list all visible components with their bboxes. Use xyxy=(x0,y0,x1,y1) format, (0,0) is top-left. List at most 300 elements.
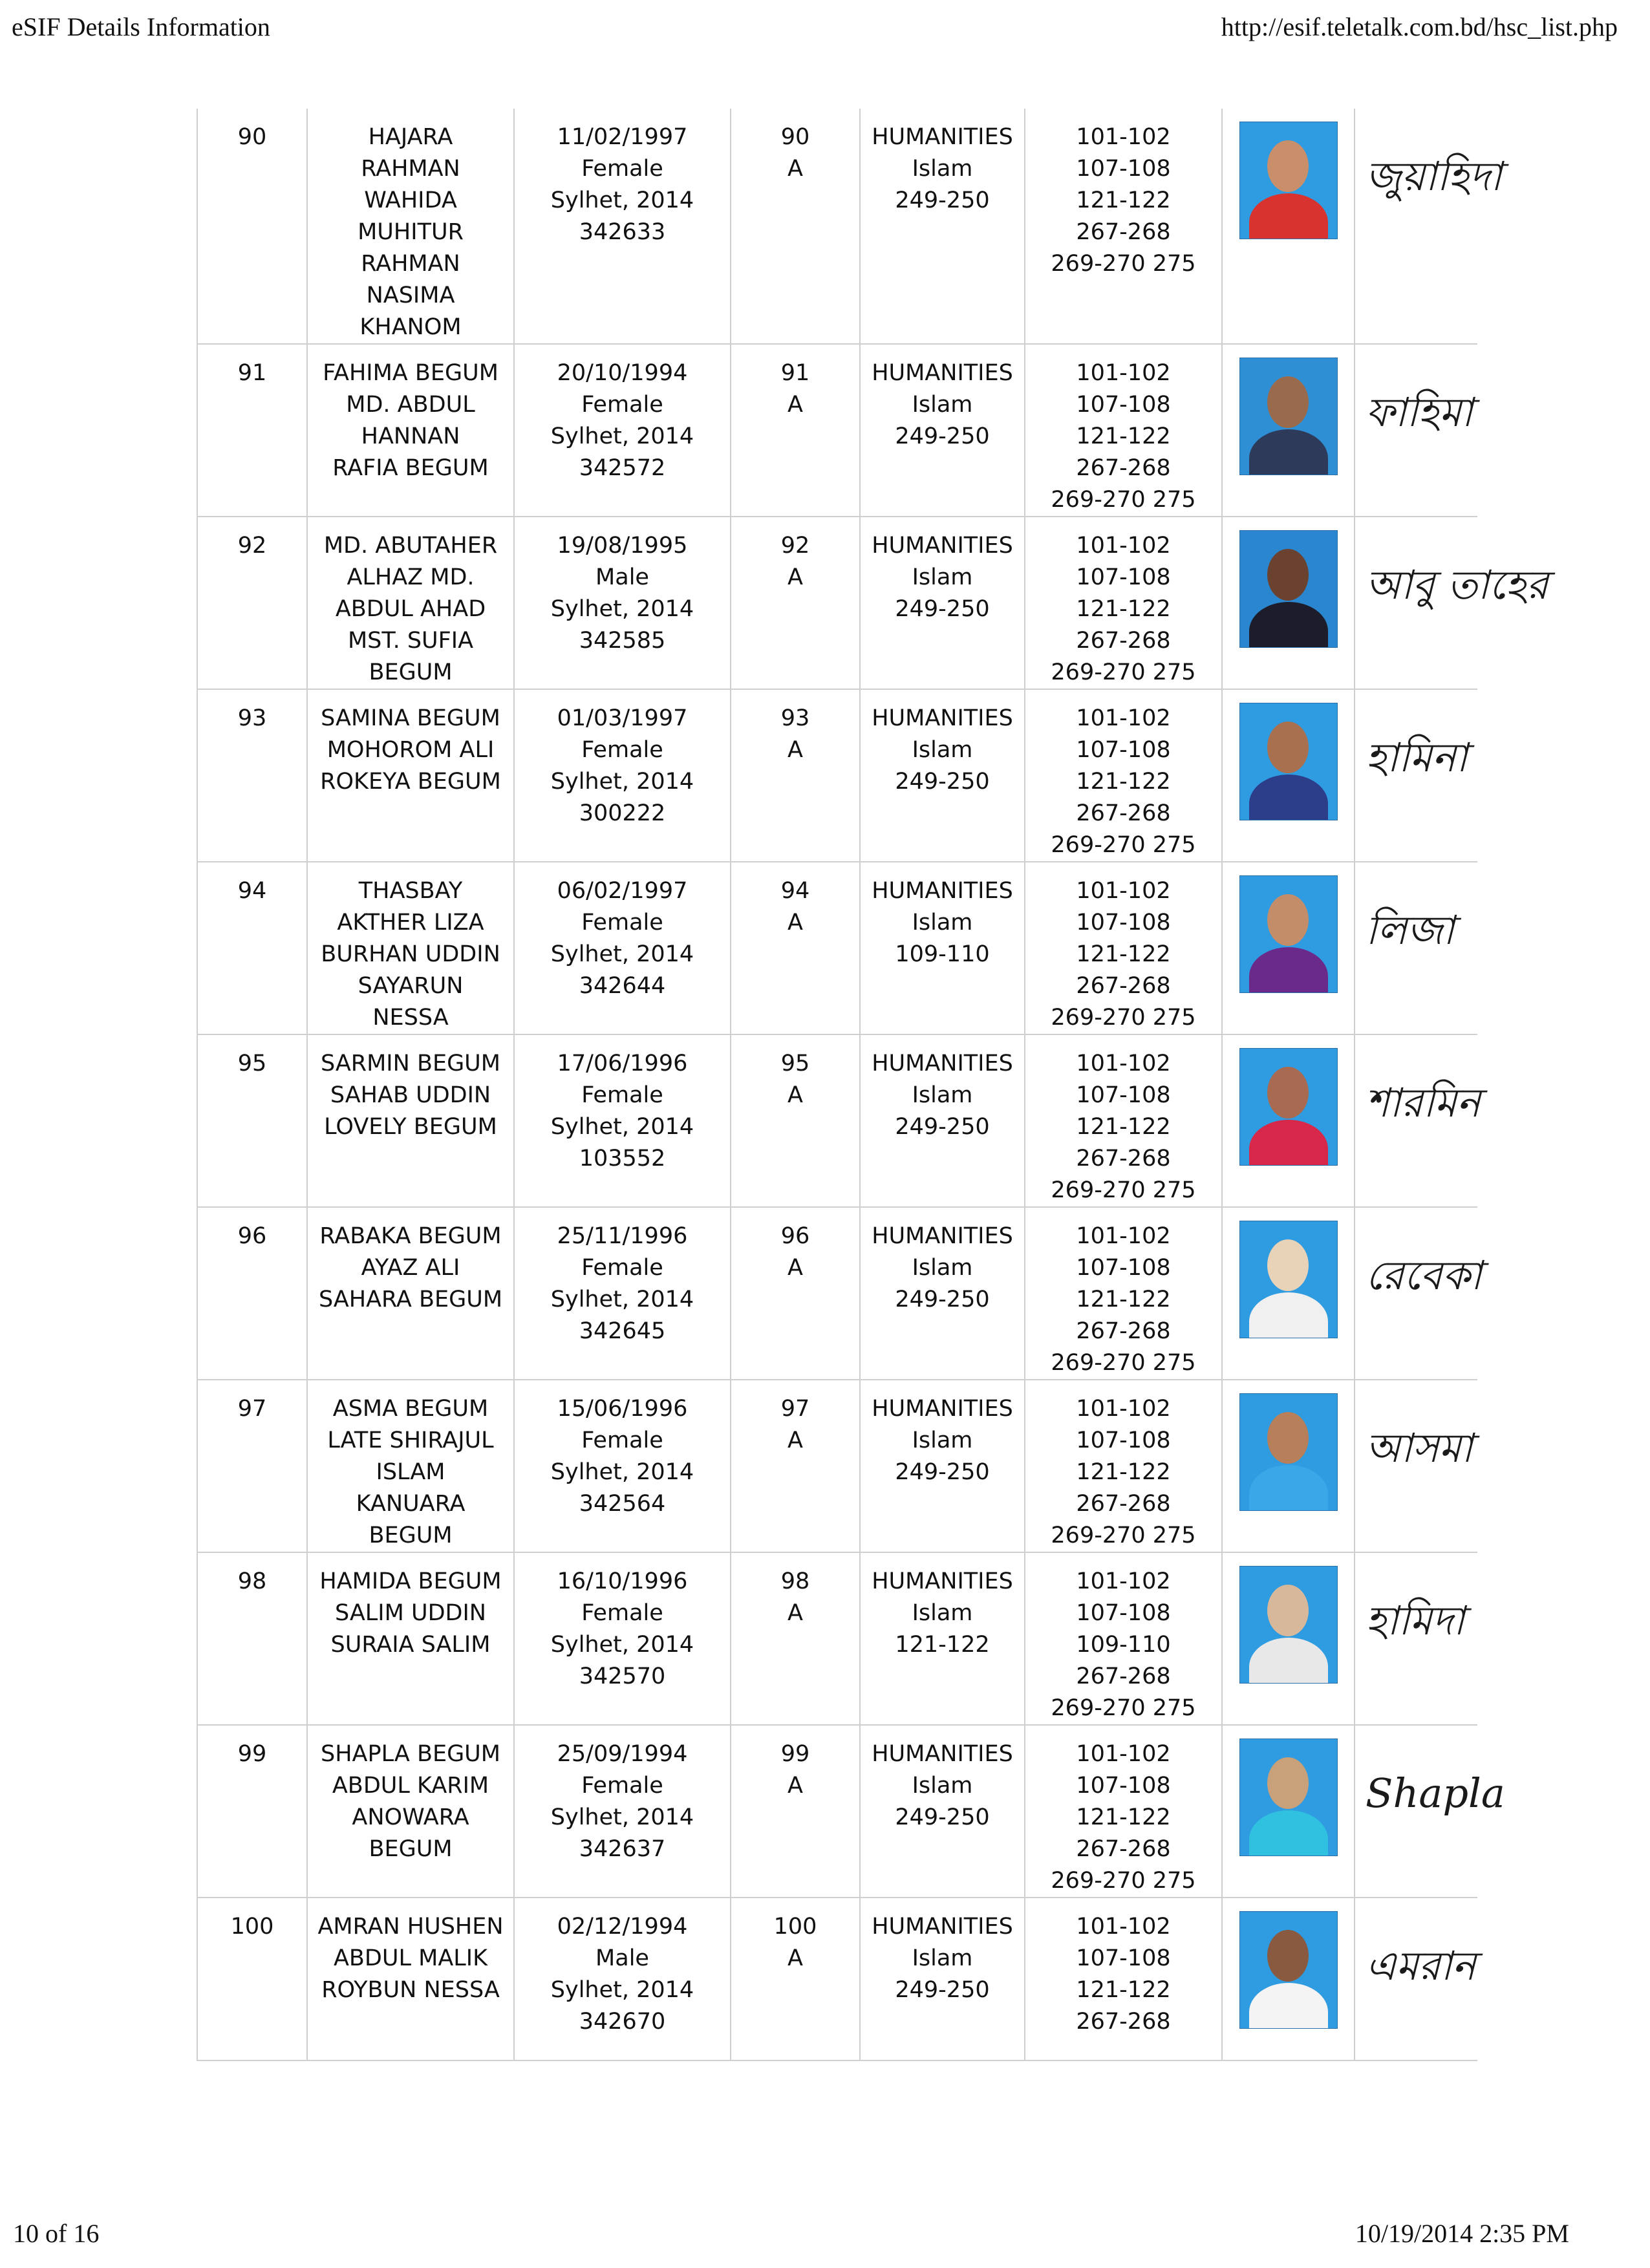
subjects-cell-line: 269-270 275 xyxy=(1051,832,1196,858)
roll-cell xyxy=(731,862,860,1034)
serial-number: 95 xyxy=(237,1051,267,1076)
serial-number: 90 xyxy=(237,124,267,150)
names-cell-line: NASIMA xyxy=(366,283,455,308)
table-row xyxy=(197,1034,1477,1207)
names-cell-line: MD. ABUTAHER xyxy=(323,533,498,559)
roll-cell-line: 100 xyxy=(773,1914,817,1940)
names-cell-line: HAMIDA BEGUM xyxy=(319,1568,502,1594)
serial-cell xyxy=(197,689,307,862)
table-row xyxy=(197,109,1477,344)
subjects-cell-line: 267-268 xyxy=(1076,800,1171,826)
names-cell-line: AYAZ ALI xyxy=(361,1255,460,1281)
names-cell-line: MUHITUR xyxy=(358,219,464,245)
subjects-cell xyxy=(1025,344,1222,517)
names-cell-line: FAHIMA BEGUM xyxy=(323,360,498,386)
group-cell xyxy=(860,862,1025,1034)
subjects-cell-line: 101-102 xyxy=(1076,705,1171,731)
group-cell xyxy=(860,517,1025,689)
roll-cell xyxy=(731,1552,860,1725)
details-cell xyxy=(514,1380,731,1552)
roll-cell xyxy=(731,1725,860,1898)
names-cell-line: RAFIA BEGUM xyxy=(332,455,489,481)
serial-cell xyxy=(197,344,307,517)
details-cell-line: 300222 xyxy=(579,800,666,826)
group-cell-line: Islam xyxy=(912,1255,973,1281)
photo-cell xyxy=(1222,1380,1355,1552)
subjects-cell-line: 107-108 xyxy=(1076,910,1171,936)
names-cell-line: SAYARUN xyxy=(358,973,464,999)
details-cell-line: Male xyxy=(595,564,649,590)
subjects-cell-line: 101-102 xyxy=(1076,360,1171,386)
signature: শারমিন xyxy=(1366,1079,1481,1126)
subjects-cell-line: 267-268 xyxy=(1076,1836,1171,1862)
table-row xyxy=(197,689,1477,862)
details-cell-line: 20/10/1994 xyxy=(557,360,688,386)
subjects-cell-line: 107-108 xyxy=(1076,1428,1171,1453)
names-cell xyxy=(307,862,514,1034)
group-cell-line: HUMANITIES xyxy=(872,1051,1013,1076)
names-cell-line: ALHAZ MD. xyxy=(347,564,475,590)
group-cell-line: HUMANITIES xyxy=(872,878,1013,904)
details-cell-line: Female xyxy=(581,1255,663,1281)
details-cell-line: Female xyxy=(581,1428,663,1453)
names-cell-line: ASMA BEGUM xyxy=(332,1396,489,1422)
subjects-cell-line: 267-268 xyxy=(1076,219,1171,245)
roll-cell-line: 94 xyxy=(780,878,810,904)
signature-cell xyxy=(1355,1380,1477,1552)
student-photo xyxy=(1239,1566,1338,1684)
group-cell-line: Islam xyxy=(912,1945,973,1971)
subjects-cell xyxy=(1025,109,1222,344)
names-cell-line: NESSA xyxy=(372,1005,449,1031)
group-cell xyxy=(860,109,1025,344)
signature-cell xyxy=(1355,689,1477,862)
subjects-cell-line: 121-122 xyxy=(1076,596,1171,622)
group-cell xyxy=(860,1380,1025,1552)
signature: জুয়াহিদা xyxy=(1366,153,1502,200)
roll-cell-line: A xyxy=(788,1600,803,1626)
table-row xyxy=(197,1207,1477,1380)
group-cell-line: 249-250 xyxy=(895,596,990,622)
photo-cell xyxy=(1222,109,1355,344)
roll-cell xyxy=(731,1380,860,1552)
signature-cell xyxy=(1355,1552,1477,1725)
details-cell-line: 11/02/1997 xyxy=(557,124,688,150)
serial-cell xyxy=(197,1552,307,1725)
subjects-cell-line: 101-102 xyxy=(1076,1741,1171,1767)
details-cell-line: 19/08/1995 xyxy=(557,533,688,559)
subjects-cell-line: 101-102 xyxy=(1076,878,1171,904)
signature-cell xyxy=(1355,1898,1477,2060)
group-cell-line: HUMANITIES xyxy=(872,533,1013,559)
details-cell-line: Female xyxy=(581,910,663,936)
details-cell-line: 342564 xyxy=(579,1491,666,1517)
names-cell-line: LOVELY BEGUM xyxy=(324,1114,497,1140)
student-photo xyxy=(1239,1048,1338,1166)
subjects-cell-line: 107-108 xyxy=(1076,392,1171,418)
subjects-cell-line: 121-122 xyxy=(1076,1804,1171,1830)
signature-cell xyxy=(1355,1725,1505,1898)
details-cell-line: 01/03/1997 xyxy=(557,705,688,731)
names-cell-line: BEGUM xyxy=(369,659,453,685)
roll-cell-line: A xyxy=(788,156,803,182)
details-cell xyxy=(514,1898,731,2060)
subjects-cell xyxy=(1025,689,1222,862)
serial-number: 99 xyxy=(237,1741,267,1767)
group-cell-line: HUMANITIES xyxy=(872,1568,1013,1594)
details-cell-line: Female xyxy=(581,156,663,182)
signature-cell xyxy=(1355,344,1477,517)
names-cell xyxy=(307,689,514,862)
names-cell xyxy=(307,1725,514,1898)
subjects-cell-line: 107-108 xyxy=(1076,564,1171,590)
details-cell-line: Sylhet, 2014 xyxy=(550,769,694,795)
subjects-cell-line: 101-102 xyxy=(1076,1223,1171,1249)
subjects-cell xyxy=(1025,1207,1222,1380)
signature: আসমা xyxy=(1366,1424,1473,1471)
names-cell-line: SAHARA BEGUM xyxy=(318,1287,503,1312)
subjects-cell-line: 107-108 xyxy=(1076,1255,1171,1281)
subjects-cell-line: 267-268 xyxy=(1076,973,1171,999)
subjects-cell-line: 109-110 xyxy=(1076,1632,1171,1658)
names-cell-line: ANOWARA xyxy=(352,1804,469,1830)
table-row xyxy=(197,1380,1477,1552)
group-cell-line: 109-110 xyxy=(895,941,990,967)
roll-cell xyxy=(731,344,860,517)
names-cell-line: MOHOROM ALI xyxy=(327,737,495,763)
subjects-cell-line: 101-102 xyxy=(1076,1914,1171,1940)
print-datetime: 10/19/2014 2:35 PM xyxy=(1355,2219,1569,2248)
subjects-cell-line: 107-108 xyxy=(1076,1082,1171,1108)
names-cell-line: RABAKA BEGUM xyxy=(319,1223,502,1249)
roll-cell xyxy=(731,689,860,862)
document-title: eSIF Details Information xyxy=(12,12,270,41)
serial-cell xyxy=(197,1725,307,1898)
group-cell xyxy=(860,1207,1025,1380)
names-cell-line: LATE SHIRAJUL xyxy=(327,1428,494,1453)
student-photo xyxy=(1239,530,1338,648)
serial-number: 93 xyxy=(237,705,267,731)
subjects-cell-line: 121-122 xyxy=(1076,423,1171,449)
serial-number: 91 xyxy=(237,360,267,386)
details-cell-line: Sylhet, 2014 xyxy=(550,1459,694,1485)
subjects-cell xyxy=(1025,517,1222,689)
details-cell-line: 342645 xyxy=(579,1318,666,1344)
signature-cell xyxy=(1355,862,1477,1034)
subjects-cell-line: 269-270 275 xyxy=(1051,251,1196,277)
roll-cell-line: 90 xyxy=(780,124,810,150)
details-cell-line: Female xyxy=(581,1082,663,1108)
subjects-cell-line: 269-270 275 xyxy=(1051,659,1196,685)
roll-cell-line: A xyxy=(788,564,803,590)
names-cell-line: HANNAN xyxy=(361,423,460,449)
subjects-cell-line: 107-108 xyxy=(1076,1600,1171,1626)
roll-cell xyxy=(731,109,860,344)
subjects-cell-line: 107-108 xyxy=(1076,737,1171,763)
signature: রেবেকা xyxy=(1366,1252,1483,1299)
names-cell-line: SURAIA SALIM xyxy=(330,1632,491,1658)
details-cell-line: Sylhet, 2014 xyxy=(550,423,694,449)
serial-number: 98 xyxy=(237,1568,267,1594)
names-cell-line: RAHMAN xyxy=(361,251,460,277)
names-cell-line: ROYBUN NESSA xyxy=(321,1977,500,2003)
names-cell-line: THASBAY xyxy=(358,878,463,904)
serial-cell xyxy=(197,862,307,1034)
subjects-cell xyxy=(1025,1898,1222,2060)
group-cell-line: HUMANITIES xyxy=(872,360,1013,386)
details-cell-line: 16/10/1996 xyxy=(557,1568,688,1594)
details-cell-line: 342637 xyxy=(579,1836,666,1862)
photo-cell xyxy=(1222,1725,1355,1898)
names-cell xyxy=(307,1552,514,1725)
names-cell-line: AMRAN HUSHEN xyxy=(317,1914,504,1940)
student-photo xyxy=(1239,875,1338,993)
roll-cell-line: A xyxy=(788,737,803,763)
student-photo xyxy=(1239,1221,1338,1338)
photo-cell xyxy=(1222,344,1355,517)
subjects-cell-line: 267-268 xyxy=(1076,455,1171,481)
signature-cell xyxy=(1355,1034,1481,1207)
student-photo xyxy=(1239,122,1338,239)
subjects-cell-line: 269-270 275 xyxy=(1051,1177,1196,1203)
signature-cell xyxy=(1355,109,1502,344)
details-cell-line: Sylhet, 2014 xyxy=(550,1977,694,2003)
names-cell-line: MD. ABDUL xyxy=(346,392,475,418)
details-cell-line: Sylhet, 2014 xyxy=(550,1287,694,1312)
roll-cell-line: 93 xyxy=(780,705,810,731)
subjects-cell xyxy=(1025,1725,1222,1898)
details-cell-line: 342585 xyxy=(579,628,666,654)
serial-number: 96 xyxy=(237,1223,267,1249)
subjects-cell-line: 269-270 275 xyxy=(1051,1868,1196,1894)
student-photo xyxy=(1239,1911,1338,2029)
student-table-body xyxy=(197,109,1548,2060)
details-cell-line: 342570 xyxy=(579,1664,666,1689)
details-cell-line: 103552 xyxy=(579,1146,666,1171)
student-photo xyxy=(1239,1393,1338,1511)
student-photo xyxy=(1239,1738,1338,1856)
subjects-cell-line: 107-108 xyxy=(1076,1945,1171,1971)
table-row xyxy=(197,1898,1477,2060)
names-cell-line: KHANOM xyxy=(359,314,462,340)
photo-cell xyxy=(1222,517,1355,689)
subjects-cell-line: 101-102 xyxy=(1076,1051,1171,1076)
names-cell xyxy=(307,517,514,689)
group-cell-line: Islam xyxy=(912,392,973,418)
table-row xyxy=(197,517,1477,689)
group-cell-line: 249-250 xyxy=(895,1804,990,1830)
group-cell xyxy=(860,1725,1025,1898)
roll-cell-line: 91 xyxy=(780,360,810,386)
photo-cell xyxy=(1222,1552,1355,1725)
serial-number: 94 xyxy=(237,878,267,904)
details-cell-line: 15/06/1996 xyxy=(557,1396,688,1422)
details-cell-line: 02/12/1994 xyxy=(557,1914,688,1940)
subjects-cell-line: 269-270 275 xyxy=(1051,487,1196,513)
names-cell-line: SAMINA BEGUM xyxy=(321,705,500,731)
subjects-cell-line: 121-122 xyxy=(1076,941,1171,967)
names-cell-line: ABDUL KARIM xyxy=(332,1773,489,1799)
details-cell xyxy=(514,1725,731,1898)
roll-cell-line: A xyxy=(788,1773,803,1799)
names-cell-line: ABDUL AHAD xyxy=(335,596,486,622)
group-cell xyxy=(860,344,1025,517)
signature: Shapla xyxy=(1366,1770,1505,1817)
serial-cell xyxy=(197,1034,307,1207)
group-cell-line: Islam xyxy=(912,156,973,182)
details-cell xyxy=(514,862,731,1034)
group-cell-line: HUMANITIES xyxy=(872,124,1013,150)
group-cell-line: Islam xyxy=(912,564,973,590)
details-cell-line: 342633 xyxy=(579,219,666,245)
serial-cell xyxy=(197,109,307,344)
photo-cell xyxy=(1222,1207,1355,1380)
subjects-cell-line: 121-122 xyxy=(1076,1977,1171,2003)
signature: এমরান xyxy=(1366,1942,1476,1989)
group-cell-line: Islam xyxy=(912,1428,973,1453)
group-cell-line: 249-250 xyxy=(895,1287,990,1312)
roll-cell-line: A xyxy=(788,392,803,418)
roll-cell xyxy=(731,517,860,689)
roll-cell-line: 96 xyxy=(780,1223,810,1249)
names-cell-line: SHAPLA BEGUM xyxy=(320,1741,501,1767)
subjects-cell-line: 269-270 275 xyxy=(1051,1523,1196,1548)
group-cell xyxy=(860,689,1025,862)
names-cell xyxy=(307,109,514,344)
roll-cell-line: A xyxy=(788,1082,803,1108)
roll-cell-line: A xyxy=(788,1428,803,1453)
signature: হামিনা xyxy=(1366,734,1468,781)
signature: হামিদা xyxy=(1366,1597,1465,1644)
roll-cell xyxy=(731,1034,860,1207)
details-cell xyxy=(514,109,731,344)
subjects-cell-line: 269-270 275 xyxy=(1051,1005,1196,1031)
names-cell-line: ABDUL MALIK xyxy=(333,1945,488,1971)
subjects-cell-line: 121-122 xyxy=(1076,769,1171,795)
details-cell-line: 342670 xyxy=(579,2009,666,2035)
group-cell-line: Islam xyxy=(912,737,973,763)
serial-number: 100 xyxy=(230,1914,274,1940)
group-cell-line: HUMANITIES xyxy=(872,705,1013,731)
names-cell xyxy=(307,1380,514,1552)
roll-cell xyxy=(731,1207,860,1380)
subjects-cell-line: 107-108 xyxy=(1076,1773,1171,1799)
subjects-cell-line: 121-122 xyxy=(1076,187,1171,213)
subjects-cell-line: 267-268 xyxy=(1076,2009,1171,2035)
details-cell-line: 25/11/1996 xyxy=(557,1223,688,1249)
subjects-cell-line: 267-268 xyxy=(1076,628,1171,654)
details-cell xyxy=(514,1034,731,1207)
details-cell-line: Female xyxy=(581,392,663,418)
group-cell-line: HUMANITIES xyxy=(872,1223,1013,1249)
subjects-cell xyxy=(1025,862,1222,1034)
serial-cell xyxy=(197,1380,307,1552)
serial-number: 97 xyxy=(237,1396,267,1422)
names-cell-line: BEGUM xyxy=(369,1836,453,1862)
names-cell-line: HAJARA xyxy=(368,124,453,150)
serial-cell xyxy=(197,1207,307,1380)
subjects-cell-line: 121-122 xyxy=(1076,1287,1171,1312)
details-cell-line: Female xyxy=(581,1773,663,1799)
group-cell-line: Islam xyxy=(912,1773,973,1799)
photo-cell xyxy=(1222,1034,1355,1207)
names-cell-line: RAHMAN xyxy=(361,156,460,182)
names-cell-line: SAHAB UDDIN xyxy=(330,1082,491,1108)
group-cell-line: Islam xyxy=(912,910,973,936)
subjects-cell-line: 269-270 275 xyxy=(1051,1350,1196,1376)
group-cell-line: 249-250 xyxy=(895,187,990,213)
details-cell-line: Sylhet, 2014 xyxy=(550,596,694,622)
names-cell-line: WAHIDA xyxy=(364,187,457,213)
subjects-cell-line: 269-270 275 xyxy=(1051,1695,1196,1721)
names-cell-line: ROKEYA BEGUM xyxy=(320,769,501,795)
roll-cell-line: 92 xyxy=(780,533,810,559)
roll-cell-line: 98 xyxy=(780,1568,810,1594)
subjects-cell xyxy=(1025,1552,1222,1725)
group-cell-line: Islam xyxy=(912,1082,973,1108)
roll-cell-line: A xyxy=(788,1945,803,1971)
student-photo xyxy=(1239,703,1338,820)
names-cell-line: KANUARA xyxy=(356,1491,466,1517)
details-cell-line: Sylhet, 2014 xyxy=(550,187,694,213)
subjects-cell-line: 107-108 xyxy=(1076,156,1171,182)
subjects-cell-line: 101-102 xyxy=(1076,1568,1171,1594)
group-cell-line: 249-250 xyxy=(895,423,990,449)
signature: ফাহিমা xyxy=(1366,389,1473,436)
group-cell-line: 249-250 xyxy=(895,1114,990,1140)
details-cell xyxy=(514,1552,731,1725)
details-cell-line: Male xyxy=(595,1945,649,1971)
group-cell-line: 249-250 xyxy=(895,1459,990,1485)
group-cell xyxy=(860,1552,1025,1725)
table-row xyxy=(197,1552,1477,1725)
details-cell-line: 06/02/1997 xyxy=(557,878,688,904)
group-cell xyxy=(860,1034,1025,1207)
group-cell-line: HUMANITIES xyxy=(872,1914,1013,1940)
roll-cell-line: 95 xyxy=(780,1051,810,1076)
names-cell xyxy=(307,1898,514,2060)
subjects-cell xyxy=(1025,1034,1222,1207)
signature-cell xyxy=(1355,517,1548,689)
photo-cell xyxy=(1222,689,1355,862)
details-cell-line: Sylhet, 2014 xyxy=(550,1804,694,1830)
student-table xyxy=(197,109,1548,2061)
subjects-cell-line: 267-268 xyxy=(1076,1491,1171,1517)
signature-cell xyxy=(1355,1207,1483,1380)
table-row xyxy=(197,344,1477,517)
group-cell-line: 249-250 xyxy=(895,769,990,795)
serial-cell xyxy=(197,1898,307,2060)
subjects-cell-line: 267-268 xyxy=(1076,1664,1171,1689)
names-cell-line: SARMIN BEGUM xyxy=(320,1051,501,1076)
names-cell-line: ISLAM xyxy=(376,1459,445,1485)
details-cell xyxy=(514,517,731,689)
names-cell xyxy=(307,1034,514,1207)
serial-number: 92 xyxy=(237,533,267,559)
subjects-cell-line: 267-268 xyxy=(1076,1146,1171,1171)
details-cell-line: Sylhet, 2014 xyxy=(550,1632,694,1658)
subjects-cell-line: 101-102 xyxy=(1076,533,1171,559)
group-cell-line: HUMANITIES xyxy=(872,1396,1013,1422)
details-cell xyxy=(514,689,731,862)
roll-cell-line: A xyxy=(788,1255,803,1281)
names-cell-line: SALIM UDDIN xyxy=(335,1600,486,1626)
subjects-cell xyxy=(1025,1380,1222,1552)
names-cell-line: BURHAN UDDIN xyxy=(321,941,500,967)
photo-cell xyxy=(1222,862,1355,1034)
group-cell xyxy=(860,1898,1025,2060)
details-cell-line: 17/06/1996 xyxy=(557,1051,688,1076)
